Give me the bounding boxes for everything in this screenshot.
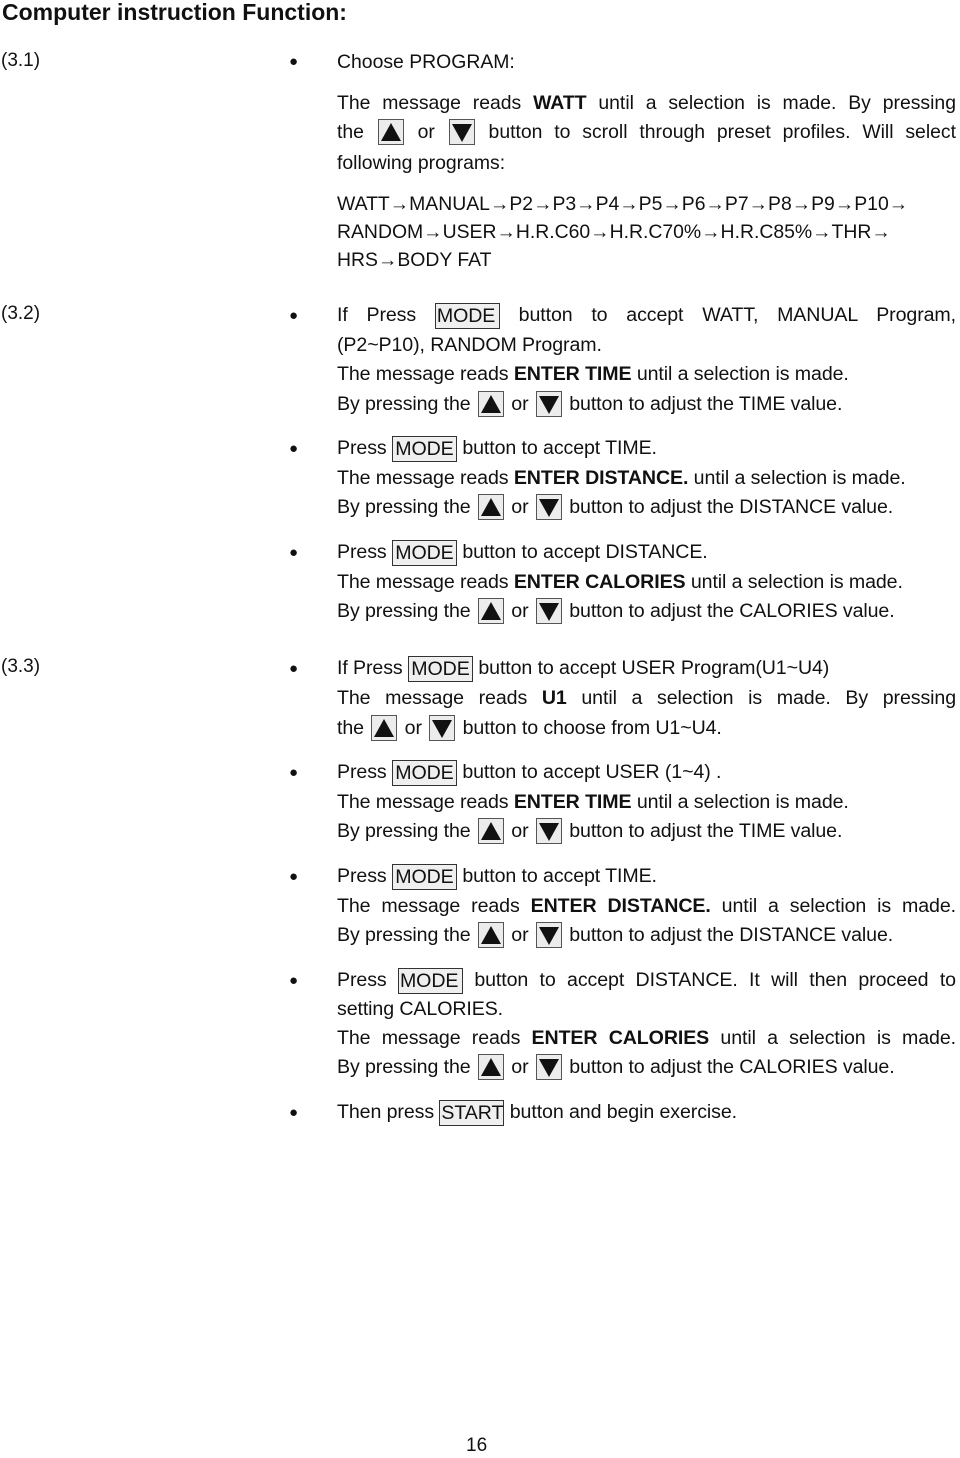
mode-button[interactable]: MODE: [435, 303, 500, 329]
down-triangle-icon[interactable]: [536, 494, 562, 520]
choose-user-line: the or button to choose from U1~U4.: [337, 717, 722, 739]
mode-button[interactable]: MODE: [408, 656, 473, 682]
mode-button[interactable]: MODE: [392, 864, 457, 890]
up-triangle-icon[interactable]: [478, 1054, 504, 1080]
mode-button[interactable]: MODE: [392, 760, 457, 786]
bullet-icon: ●: [289, 868, 299, 885]
mode-button[interactable]: MODE: [392, 436, 457, 462]
bullet-icon: ●: [289, 1104, 299, 1121]
setting-calories-line: setting CALORIES.: [337, 998, 504, 1020]
adjust-calories-line: By pressing the or button to adjust the CALORIES value.: [337, 600, 895, 622]
section-number-3-3: (3.3): [1, 656, 41, 677]
program-sequence-line-2: RANDOM→USER→H.R.C60→H.R.C70%→H.R.C85%→THR→: [337, 221, 891, 243]
accept-time-line: Press MODE button to accept TIME.: [337, 437, 657, 460]
bullet-icon: ●: [289, 764, 299, 781]
start-exercise-line: Then press START button and begin exercise.: [337, 1101, 737, 1124]
up-triangle-icon[interactable]: [478, 598, 504, 624]
down-triangle-icon[interactable]: [536, 818, 562, 844]
accept-watt-line: If Press MODE button to accept WATT, MANUAL Program,: [337, 304, 956, 327]
accept-user-program-line: If Press MODE button to accept USER Program(U1~U4): [337, 657, 830, 680]
up-triangle-icon[interactable]: [478, 818, 504, 844]
program-sequence-line-3: HRS→BODY FAT: [337, 249, 492, 271]
adjust-time-line: By pressing the or button to adjust the TIME value.: [337, 820, 843, 842]
adjust-time-line: By pressing the or button to adjust the TIME value.: [337, 393, 843, 415]
mode-button[interactable]: MODE: [398, 968, 463, 994]
message-u1-line: The message reads U1 until a selection is made. By pressing: [337, 687, 957, 709]
bullet-icon: ●: [289, 544, 299, 561]
down-triangle-icon[interactable]: [536, 598, 562, 624]
adjust-distance-line: By pressing the or button to adjust the DISTANCE value.: [337, 924, 894, 946]
following-programs-line: following programs:: [337, 152, 506, 174]
page-number: 16: [466, 1435, 488, 1456]
section-number-3-1: (3.1): [1, 50, 41, 71]
start-button[interactable]: START: [441, 1102, 504, 1124]
message-enter-distance-line: The message reads ENTER DISTANCE. until a selection is made.: [337, 895, 956, 917]
choose-program-line: Choose PROGRAM:: [337, 51, 515, 73]
section-number-3-2: (3.2): [1, 303, 41, 324]
down-triangle-icon[interactable]: [536, 391, 562, 417]
program-sequence-line-1: WATT→MANUAL→P2→P3→P4→P5→P6→P7→P8→P9→P10→: [337, 193, 909, 215]
up-triangle-icon[interactable]: [371, 715, 397, 741]
down-triangle-icon[interactable]: [449, 119, 475, 145]
down-triangle-icon[interactable]: [429, 715, 455, 741]
down-triangle-icon[interactable]: [536, 1054, 562, 1080]
bullet-icon: ●: [289, 660, 299, 677]
bullet-icon: ●: [289, 440, 299, 457]
message-enter-time-line: The message reads ENTER TIME until a selection is made.: [337, 791, 849, 813]
message-watt-line: The message reads WATT until a selection is made. By pressing: [337, 92, 956, 114]
scroll-line: the or button to scroll through preset profiles. Will select: [337, 121, 957, 143]
message-enter-time-line: The message reads ENTER TIME until a selection is made.: [337, 363, 849, 385]
message-enter-distance-line: The message reads ENTER DISTANCE. until a selection is made.: [337, 467, 906, 489]
message-enter-calories-line: The message reads ENTER CALORIES until a selection is made.: [337, 1027, 956, 1049]
accept-distance-line: Press MODE button to accept DISTANCE.: [337, 541, 708, 564]
bullet-icon: ●: [289, 53, 299, 70]
up-triangle-icon[interactable]: [478, 922, 504, 948]
bullet-icon: ●: [289, 307, 299, 324]
bullet-icon: ●: [289, 972, 299, 989]
mode-button[interactable]: MODE: [392, 540, 457, 566]
adjust-calories-line: By pressing the or button to adjust the CALORIES value.: [337, 1056, 895, 1078]
down-triangle-icon[interactable]: [536, 922, 562, 948]
up-triangle-icon[interactable]: [378, 119, 404, 145]
program-list-line: (P2~P10), RANDOM Program.: [337, 334, 602, 356]
accept-user-line: Press MODE button to accept USER (1~4) .: [337, 761, 722, 784]
page-title: Computer instruction Function:: [2, 0, 347, 25]
accept-time-line: Press MODE button to accept TIME.: [337, 865, 657, 888]
message-enter-calories-line: The message reads ENTER CALORIES until a selection is made.: [337, 571, 903, 593]
up-triangle-icon[interactable]: [478, 391, 504, 417]
adjust-distance-line: By pressing the or button to adjust the DISTANCE value.: [337, 496, 894, 518]
up-triangle-icon[interactable]: [478, 494, 504, 520]
accept-distance-line: Press MODE button to accept DISTANCE. It will then proceed to: [337, 969, 956, 992]
